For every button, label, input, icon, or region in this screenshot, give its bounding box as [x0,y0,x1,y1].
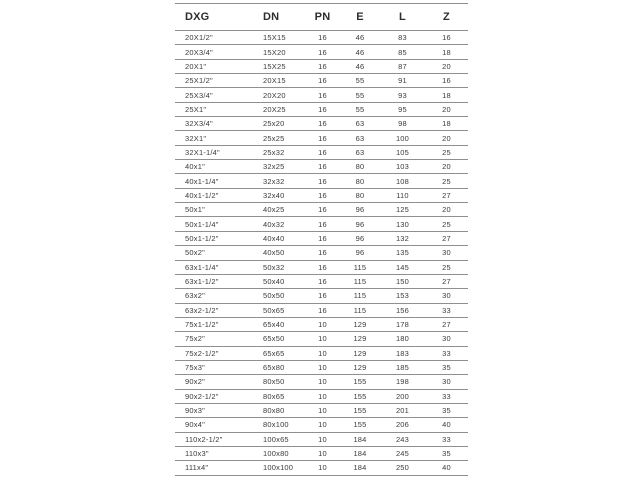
table-cell: 16 [318,47,327,57]
table-cell: 243 [395,434,410,444]
table-cell: 16 [318,162,327,172]
table-row [175,117,468,131]
column-header-dxg: DXG [185,11,210,23]
table-cell: 85 [398,47,407,57]
table-cell: 32x25 [263,162,285,172]
table-cell: 18 [442,119,451,129]
table-cell: 30 [442,291,451,301]
table-cell: 30 [442,248,451,258]
table-cell: 25x32 [263,147,285,157]
table-cell: 245 [395,449,410,459]
table-cell: 55 [355,76,365,86]
table-row [175,131,468,145]
table-cell: 135 [395,248,410,258]
table-cell: 155 [353,377,367,387]
table-cell: 63 [355,119,365,129]
table-cell: 32X1" [185,133,207,143]
table-cell: 25X3/4" [185,90,213,100]
table-cell: 40x1" [185,162,205,172]
table-cell: 32x32 [263,176,285,186]
table-cell: 108 [395,176,410,186]
table-cell: 16 [318,205,327,215]
table-cell: 40x25 [263,205,285,215]
table-cell: 55 [355,90,365,100]
table-cell: 93 [398,90,407,100]
table-row [175,74,468,88]
table-header-row [175,4,468,31]
table-cell: 63x1-1/4" [185,262,219,272]
table-cell: 16 [318,291,327,301]
table-cell: 16 [318,233,327,243]
table-row [175,303,468,317]
table-cell: 40 [442,463,451,473]
table-row [175,203,468,217]
table-cell: 50x32 [263,262,285,272]
table-cell: 16 [318,190,327,200]
table-cell: 105 [395,147,410,157]
table-cell: 198 [395,377,410,387]
table-cell: 200 [395,391,410,401]
table-cell: 10 [318,420,327,430]
table-cell: 20 [442,133,451,143]
table-cell: 10 [318,363,327,373]
table-cell: 83 [398,33,407,43]
table-cell: 65x80 [263,363,285,373]
table-cell: 80 [355,190,365,200]
table-cell: 155 [353,420,367,430]
table-cell: 96 [355,219,365,229]
table-cell: 33 [442,391,451,401]
table-cell: 115 [353,291,367,301]
table-row [175,461,468,475]
table-cell: 20 [442,61,451,71]
table-cell: 30 [442,377,451,387]
table-cell: 10 [318,463,327,473]
table-row [175,174,468,188]
table-cell: 129 [353,348,367,358]
table-row [175,432,468,446]
table-cell: 16 [318,176,327,186]
table-cell: 155 [353,391,367,401]
table-cell: 178 [395,320,410,330]
table-cell: 46 [355,61,365,71]
table-cell: 65x65 [263,348,285,358]
table-row [175,188,468,202]
table-cell: 111x4" [185,463,209,473]
table-cell: 80x80 [263,406,285,416]
table-cell: 75x2-1/2" [185,348,219,358]
table-cell: 16 [318,277,327,287]
table-row [175,31,468,45]
table-cell: 16 [318,147,327,157]
table-row [175,160,468,174]
table-cell: 87 [398,61,407,71]
table-cell: 25X1" [185,104,207,114]
table-cell: 40x40 [263,233,285,243]
table-row [175,88,468,102]
table-cell: 33 [442,434,451,444]
table-cell: 20X3/4" [185,47,213,57]
table-cell: 185 [395,363,410,373]
table-cell: 50x40 [263,277,285,287]
table-cell: 153 [395,291,410,301]
table-cell: 150 [395,277,410,287]
table-cell: 25 [442,262,451,272]
table-row [175,360,468,374]
table-cell: 27 [442,233,451,243]
table-cell: 125 [395,205,410,215]
table-row [175,389,468,403]
table-cell: 75x3" [185,363,205,373]
table-cell: 46 [355,47,365,57]
table-cell: 250 [395,463,410,473]
table-cell: 27 [442,190,451,200]
table-cell: 201 [395,406,410,416]
column-header-pn: PN [314,11,331,23]
table-row [175,346,468,360]
table-cell: 132 [395,233,410,243]
table-cell: 184 [353,463,367,473]
table-cell: 32X1-1/4" [185,147,220,157]
table-cell: 16 [318,305,327,315]
table-cell: 50x1-1/2" [185,233,219,243]
table-cell: 10 [318,434,327,444]
table-cell: 33 [442,348,451,358]
spec-table [175,3,468,476]
table-row [175,274,468,288]
table-row [175,289,468,303]
table-cell: 10 [318,391,327,401]
table-cell: 65x50 [263,334,285,344]
table-cell: 16 [318,119,327,129]
table-cell: 25 [442,176,451,186]
table-cell: 129 [353,320,367,330]
table-row [175,375,468,389]
table-cell: 35 [442,449,451,459]
table-header [175,4,468,31]
table-cell: 40x1-1/2" [185,190,219,200]
column-header-z: Z [443,11,450,23]
table-cell: 65x40 [263,320,285,330]
table-row [175,403,468,417]
table-row [175,217,468,231]
table-cell: 206 [395,420,410,430]
table-cell: 10 [318,334,327,344]
table-cell: 25 [442,219,451,229]
table-cell: 16 [442,76,451,86]
table-cell: 63 [355,133,365,143]
table-cell: 46 [355,33,365,43]
table-cell: 80 [355,176,365,186]
table-cell: 100x65 [263,434,289,444]
table-cell: 80 [355,162,365,172]
table-cell: 50x1-1/4" [185,219,219,229]
table-cell: 32X3/4" [185,119,213,129]
table-cell: 156 [395,305,410,315]
spec-table-container [175,3,468,476]
table-cell: 35 [442,406,451,416]
table-cell: 129 [353,363,367,373]
table-cell: 90x3" [185,406,205,416]
table-cell: 27 [442,320,451,330]
table-cell: 110x2-1/2" [185,434,223,444]
table-cell: 10 [318,320,327,330]
table-cell: 25X1/2" [185,76,213,86]
table-cell: 129 [353,334,367,344]
table-cell: 95 [398,104,407,114]
table-cell: 40x32 [263,219,285,229]
table-cell: 27 [442,277,451,287]
table-cell: 18 [442,47,451,57]
table-cell: 20 [442,104,451,114]
table-row [175,418,468,432]
table-cell: 16 [318,219,327,229]
table-cell: 10 [318,377,327,387]
table-cell: 25x25 [263,133,285,143]
table-cell: 16 [442,33,451,43]
table-cell: 25x20 [263,119,285,129]
table-cell: 96 [355,248,365,258]
table-cell: 32x40 [263,190,285,200]
column-header-e: E [356,11,364,23]
table-cell: 20X1" [185,61,207,71]
table-cell: 184 [353,434,367,444]
table-cell: 80x50 [263,377,285,387]
table-cell: 180 [395,334,410,344]
table-cell: 33 [442,305,451,315]
table-cell: 50x50 [263,291,285,301]
table-cell: 40x50 [263,248,285,258]
table-cell: 30 [442,334,451,344]
table-cell: 16 [318,248,327,258]
table-cell: 50x65 [263,305,285,315]
table-cell: 20X1/2" [185,33,213,43]
table-row [175,59,468,73]
table-cell: 80x100 [263,420,289,430]
table-cell: 100x100 [263,463,294,473]
table-cell: 50x2" [185,248,205,258]
table-cell: 63x1-1/2" [185,277,219,287]
table-cell: 110 [396,190,409,200]
table-cell: 98 [398,119,407,129]
table-cell: 20X15 [263,76,286,86]
table-cell: 20 [442,205,451,215]
table-cell: 63x2" [185,291,205,301]
table-cell: 183 [395,348,410,358]
table-cell: 16 [318,33,327,43]
table-cell: 16 [318,76,327,86]
table-cell: 184 [353,449,367,459]
table-cell: 96 [355,205,365,215]
table-row [175,446,468,460]
table-row [175,102,468,116]
table-cell: 18 [442,90,451,100]
table-cell: 15X15 [263,33,286,43]
table-row [175,332,468,346]
table-cell: 130 [395,219,410,229]
table-cell: 40x1-1/4" [185,176,219,186]
table-cell: 103 [395,162,410,172]
table-cell: 155 [353,406,367,416]
table-cell: 100x80 [263,449,289,459]
table-cell: 20 [442,162,451,172]
table-row [175,246,468,260]
table-cell: 90x2" [185,377,205,387]
table-row [175,45,468,59]
table-cell: 16 [318,133,327,143]
table-cell: 50x1" [185,205,205,215]
table-cell: 115 [353,305,367,315]
table-cell: 115 [353,277,367,287]
table-cell: 16 [318,61,327,71]
table-row [175,145,468,159]
table-cell: 75x1-1/2" [185,320,219,330]
column-header-dn: DN [263,11,280,23]
table-cell: 10 [318,348,327,358]
table-cell: 63x2-1/2" [185,305,219,315]
table-cell: 80x65 [263,391,285,401]
table-cell: 15X25 [263,61,286,71]
table-cell: 25 [442,147,451,157]
table-cell: 35 [442,363,451,373]
table-cell: 16 [318,262,327,272]
table-cell: 20X20 [263,90,286,100]
table-row [175,260,468,274]
table-cell: 115 [353,262,367,272]
table-cell: 20X25 [263,104,286,114]
table-cell: 63 [355,147,365,157]
table-cell: 110x3" [185,449,209,459]
table-cell: 55 [355,104,365,114]
table-cell: 75x2" [185,334,205,344]
table-cell: 90x4" [185,420,205,430]
table-cell: 10 [318,406,327,416]
table-row [175,317,468,331]
table-cell: 15X20 [263,47,286,57]
table-cell: 16 [318,90,327,100]
table-cell: 10 [318,449,327,459]
table-cell: 100 [395,133,410,143]
table-cell: 40 [442,420,451,430]
table-cell: 91 [398,76,407,86]
table-cell: 16 [318,104,327,114]
column-header-l: L [399,11,406,23]
table-cell: 90x2-1/2" [185,391,219,401]
table-cell: 145 [395,262,410,272]
table-cell: 96 [355,233,365,243]
table-row [175,231,468,245]
